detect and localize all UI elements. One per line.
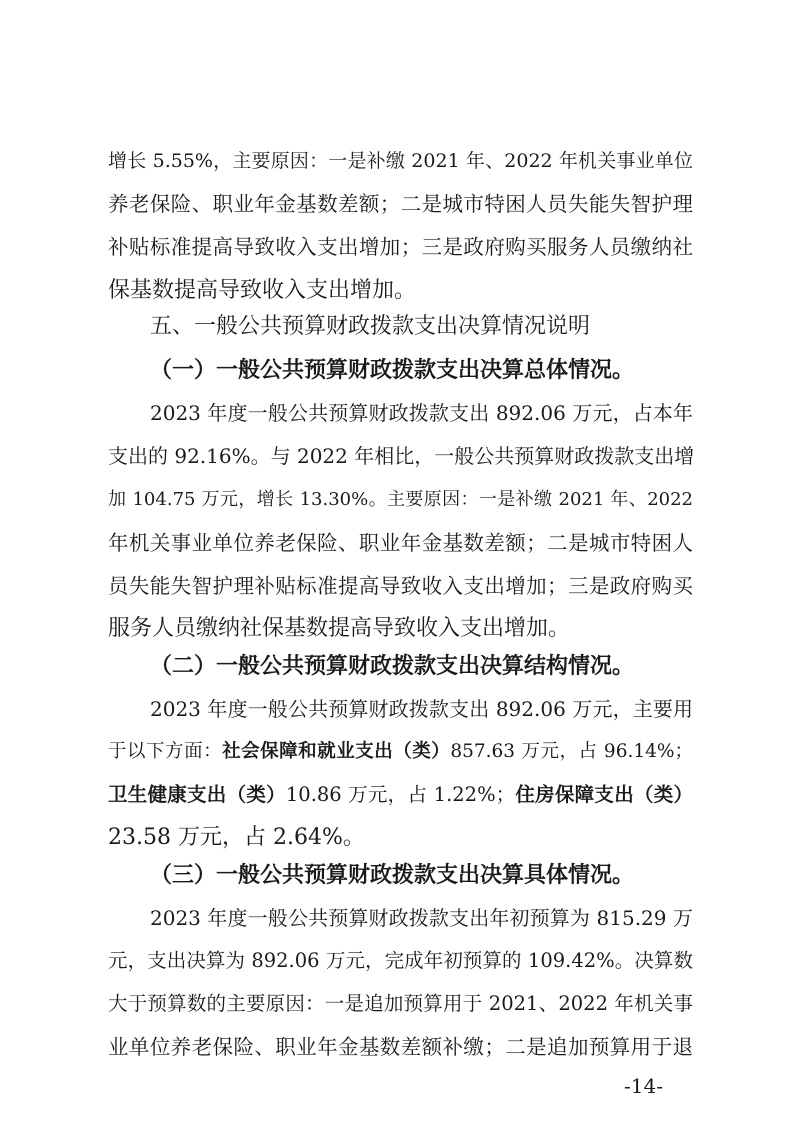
paragraph-line: 保基数提高导致收入支出增加。 (108, 278, 417, 303)
subsection-heading: （二）一般公共预算财政拨款支出决算结构情况。 (150, 653, 635, 679)
category-social-security: 社会保障和就业支出（类） (222, 741, 451, 762)
paragraph-line: 2023 年度一般公共预算财政拨款支出 892.06 万元，占本年 (150, 401, 693, 425)
paragraph-line: 养老保险、职业年金基数差额；二是城市特困人员失能失智护理 (108, 192, 693, 216)
paragraph-line: 年机关事业单位养老保险、职业年金基数差额；二是城市特困人 (108, 531, 693, 555)
category-health: 卫生健康支出（类） (108, 783, 286, 806)
subsection-heading: （一）一般公共预算财政拨款支出决算总体情况。 (150, 357, 635, 383)
paragraph-line: 23.58 万元，占 2.64%。 (108, 825, 365, 850)
paragraph-line-mixed (108, 738, 693, 766)
section-heading: 五、一般公共预算财政拨款支出决算情况说明 (150, 314, 591, 339)
paragraph-line: 元，支出决算为 892.06 万元，完成年初预算的 109.42%。决算数 (108, 949, 693, 972)
paragraph-line: 2023 年度一般公共预算财政拨款支出年初预算为 815.29 万 (150, 906, 693, 930)
line-text: 于以下方面： (108, 741, 223, 762)
paragraph-line: 增长 5.55%，主要原因：一是补缴 2021 年、2022 年机关事业单位 (108, 150, 693, 172)
paragraph-line: 服务人员缴纳社保基数提高导致收入支出增加。 (108, 616, 571, 641)
line-text: 10.86 万元，占 1.22%； (285, 783, 516, 806)
paragraph-line: 补贴标准提高导致收入支出增加；三是政府购买服务人员缴纳社 (108, 235, 693, 259)
paragraph-line: 加 104.75 万元，增长 13.30%。主要原因：一是补缴 2021 年、2022 (108, 489, 693, 510)
line-text: 857.63 万元，占 96.14%； (450, 741, 693, 762)
subsection-heading: （三）一般公共预算财政拨款支出决算具体情况。 (150, 862, 635, 888)
paragraph-line: 大于预算数的主要原因：一是追加预算用于 2021、2022 年机关事 (108, 992, 693, 1015)
paragraph-line: 支出的 92.16%。与 2022 年相比，一般公共预算财政拨款支出增 (108, 444, 695, 468)
paragraph-line: 业单位养老保险、职业年金基数差额补缴；二是追加预算用于退 (108, 1035, 693, 1059)
category-housing: 住房保障支出（类） (515, 783, 693, 806)
paragraph-line: 2023 年度一般公共预算财政拨款支出 892.06 万元，主要用 (150, 697, 693, 721)
paragraph-line: 员失能失智护理补贴标准提高导致收入支出增加；三是政府购买 (108, 574, 693, 598)
paragraph-line-mixed (108, 781, 693, 809)
page-number: -14- (624, 1074, 663, 1098)
